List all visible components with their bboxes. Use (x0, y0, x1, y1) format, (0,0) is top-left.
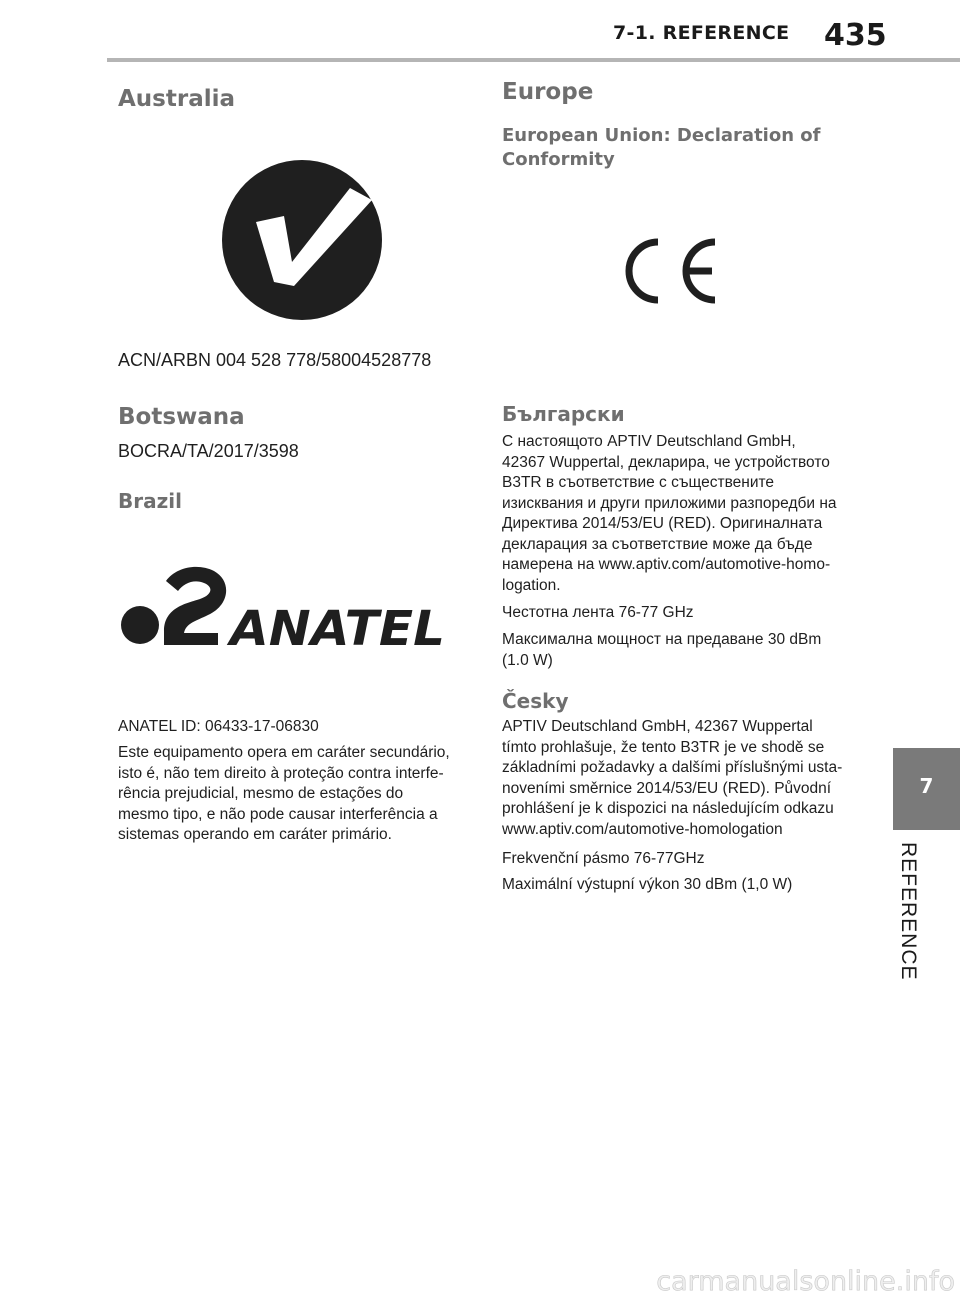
brazil-notice-line: rência prejudicial, mesmo de estações do (118, 785, 404, 802)
bulgarian-line: B3TR в съответствие с съществените (502, 474, 775, 491)
header-section-title: 7-1. REFERENCE (613, 22, 790, 44)
anatel-logo (118, 563, 450, 653)
bulgarian-line: 42367 Wuppertal, декларира, че устройството (502, 453, 830, 471)
brazil-heading: Brazil (118, 489, 182, 513)
eu-subheading-line: Conformity (502, 149, 615, 170)
watermark-text: carmanualsonline.info (656, 1266, 955, 1297)
brazil-notice-line: mesmo tipo, e não pode causar interferência a (118, 805, 438, 823)
chapter-side-label: REFERENCE (897, 842, 920, 981)
europe-heading: Europe (502, 79, 594, 105)
australia-acn: ACN/ARBN 004 528 778/58004528778 (118, 350, 432, 370)
watermark-logo (560, 1262, 955, 1298)
australia-heading: Australia (118, 86, 236, 112)
botswana-heading: Botswana (118, 404, 245, 430)
bulgarian-line: изисквания и други приложими разпоредби на (502, 494, 837, 512)
brazil-notice-line: isto é, não tem direito à proteção contra interfe- (118, 764, 444, 782)
czech-frequency: Frekvenční pásmo 76-77GHz (502, 850, 705, 867)
eu-subheading-line: European Union: Declaration of (502, 125, 821, 146)
bulgarian-line: С настоящото APTIV Deutschland GmbH, (502, 433, 796, 450)
botswana-code: BOCRA/TA/2017/3598 (118, 441, 299, 461)
chapter-tab[interactable] (893, 748, 960, 830)
czech-power: Maximální výstupní výkon 30 dBm (1,0 W) (502, 876, 793, 893)
bulgarian-line: logation. (502, 576, 561, 594)
brazil-notice-line: sistemas operando em caráter primário. (118, 826, 392, 843)
brazil-notice (118, 743, 450, 846)
bulgarian-frequency: Честотна лента 76-77 GHz (502, 604, 694, 621)
bulgarian-declaration (502, 432, 837, 596)
czech-declaration (502, 717, 842, 840)
bulgarian-heading: Български (502, 402, 625, 426)
bulgarian-power (502, 630, 821, 671)
bulgarian-power-line: Максимална мощност на предаване 30 dBm (502, 631, 822, 648)
czech-line: APTIV Deutschland GmbH, 42367 Wuppertal (502, 718, 813, 735)
czech-line: základními požadavky a dalšími příslušnými usta- (502, 759, 843, 776)
ce-mark-icon (620, 236, 720, 306)
bulgarian-power-line: (1.0 W) (502, 651, 553, 669)
czech-line: prohlášení je k dispozici na následujícím odkazu (502, 800, 834, 817)
czech-line: www.aptiv.com/automotive-homologation (502, 820, 783, 838)
czech-line: noveními směrnice 2014/53/EU (RED). Původní (502, 779, 832, 797)
bulgarian-line: намерена на www.aptiv.com/automotive-homo- (502, 556, 831, 573)
rcm-checkmark-icon (222, 160, 382, 320)
anatel-id: ANATEL ID: 06433-17-06830 (118, 718, 319, 735)
anatel-wordmark: ANATEL (225, 601, 445, 653)
page-number: 435 (824, 18, 887, 53)
czech-heading: Česky (502, 689, 569, 713)
chapter-number: 7 (919, 774, 934, 798)
bulgarian-line: декларация за съответствие може да бъде (502, 535, 813, 553)
brazil-notice-line: Este equipamento opera em caráter secundário, (118, 744, 450, 761)
czech-line: tímto prohlašuje, že tento B3TR je ve shodě se (502, 738, 825, 756)
header-divider (107, 58, 960, 62)
eu-declaration-subheading (502, 124, 832, 172)
bulgarian-line: Директива 2014/53/EU (RED). Оригиналната (502, 515, 823, 532)
